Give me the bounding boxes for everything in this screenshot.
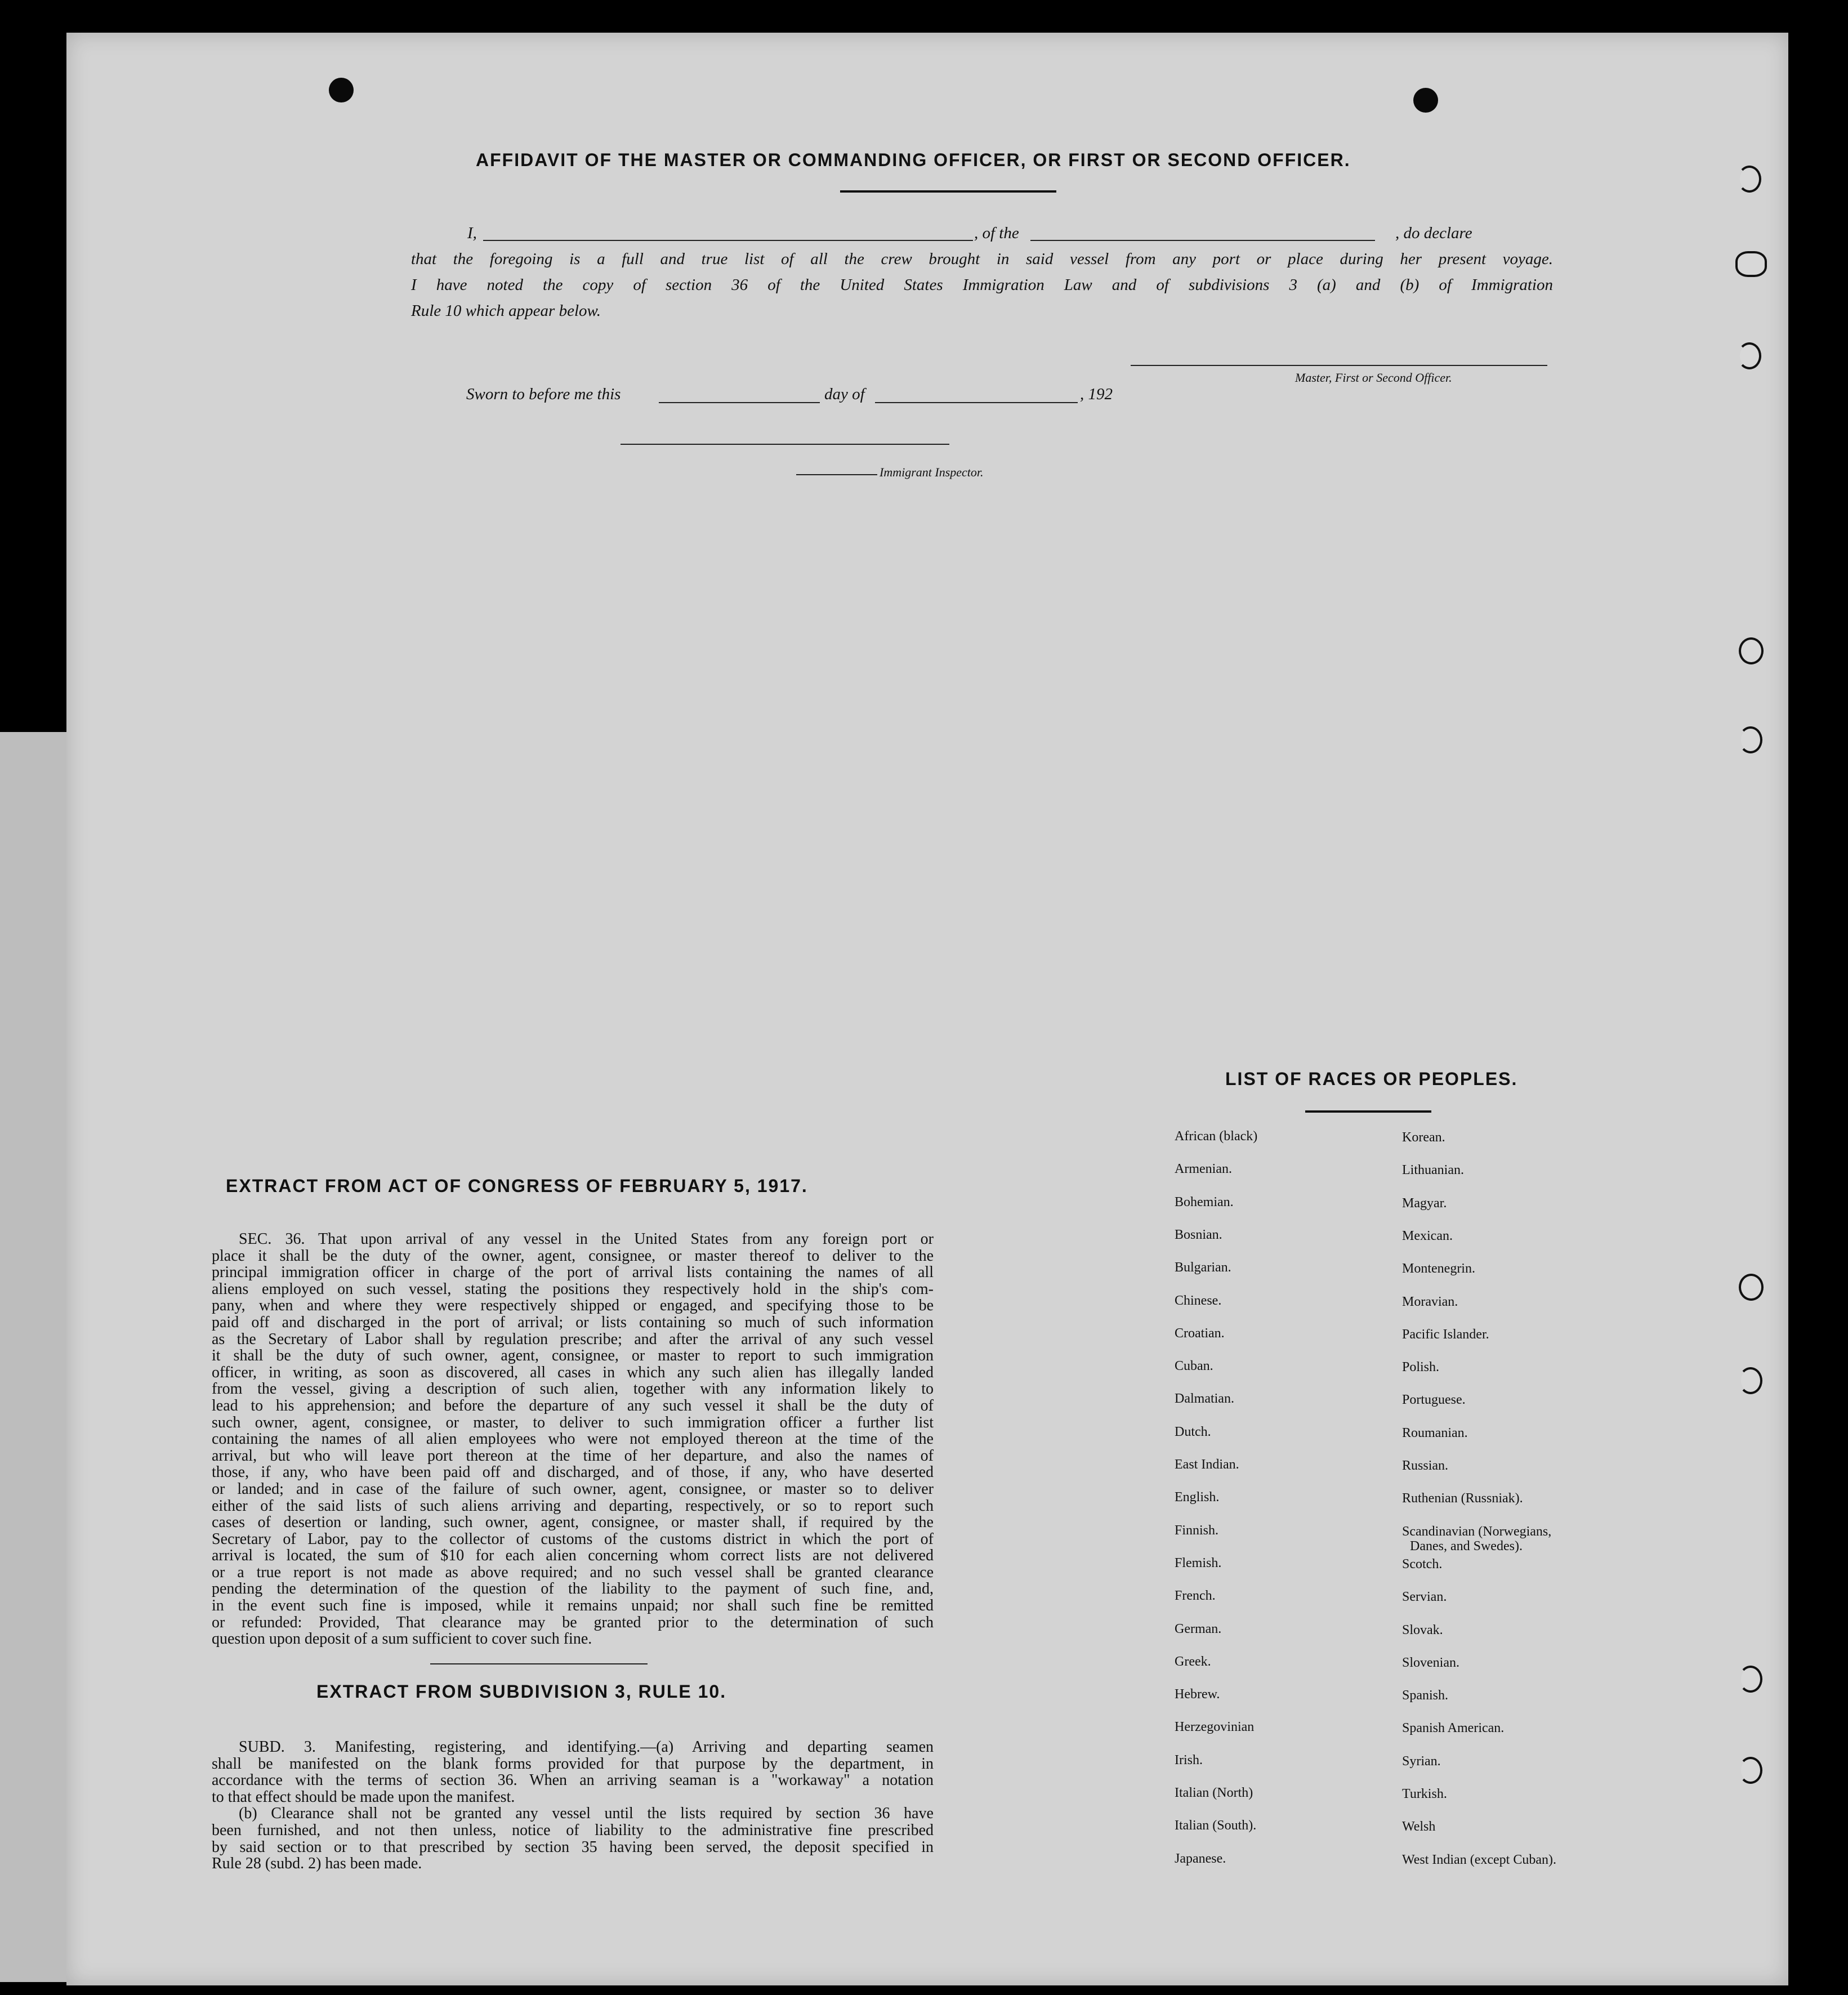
act-line: it shall be the duty of such owner, agent, consignee, or master to report to such immigration bbox=[212, 1347, 934, 1365]
binder-hole bbox=[1739, 1666, 1762, 1693]
act-line: paid off and discharged in the port of arrival; or lists containing so much of such information bbox=[212, 1313, 934, 1331]
declarant-name-blank bbox=[483, 240, 973, 241]
form-page bbox=[66, 33, 1788, 1985]
race-item: Armenian. bbox=[1175, 1162, 1232, 1176]
vessel-name-blank bbox=[1030, 240, 1375, 241]
declaration-line-4: Rule 10 which appear below. bbox=[411, 302, 601, 320]
binder-hole bbox=[1738, 342, 1761, 369]
sworn-label: Sworn to before me this bbox=[466, 385, 621, 403]
declaration-line-3: I have noted the copy of section 36 of the United States Immigration Law and of subdivisions 3 (a) and (b) of Immigration bbox=[411, 276, 1553, 294]
binder-hole bbox=[1738, 166, 1761, 193]
race-item: Slovak. bbox=[1402, 1623, 1443, 1637]
race-item: German. bbox=[1175, 1622, 1222, 1636]
sworn-month-blank bbox=[875, 402, 1078, 403]
race-item: Scotch. bbox=[1402, 1557, 1443, 1572]
act-line: containing the names of all alien employees who were not employed thereon at the time of the bbox=[212, 1430, 934, 1448]
rule-line: Rule 28 (subd. 2) has been made. bbox=[212, 1855, 422, 1873]
race-item: Slovenian. bbox=[1402, 1655, 1459, 1670]
race-item: Ruthenian (Russniak). bbox=[1402, 1491, 1523, 1506]
year-label: , 192 bbox=[1080, 385, 1113, 403]
binder-hole bbox=[1739, 1757, 1762, 1784]
race-item: West Indian (except Cuban). bbox=[1402, 1853, 1556, 1867]
race-item: African (black) bbox=[1175, 1129, 1258, 1144]
race-item: Mexican. bbox=[1402, 1229, 1453, 1243]
race-item: Hebrew. bbox=[1175, 1687, 1220, 1702]
act-line: Secretary of Labor, pay to the collector of customs of the customs district in which the port of bbox=[212, 1530, 934, 1548]
rule-line: been furnished, and not then unless, notice of liability to the administrative fine prescribed bbox=[212, 1821, 934, 1839]
races-title-underline bbox=[1305, 1110, 1431, 1113]
binder-hole bbox=[1739, 726, 1762, 753]
race-item: English. bbox=[1175, 1490, 1220, 1505]
rule-line: by said section or to that prescribed by section 35 having been served, the deposit specified in bbox=[212, 1838, 934, 1856]
inspector-short-line bbox=[796, 474, 877, 475]
affidavit-title: AFFIDAVIT OF THE MASTER OR COMMANDING OFFICER, OR FIRST OR SECOND OFFICER. bbox=[476, 150, 1351, 170]
act-line: principal immigration officer in charge of the port of arrival lists containing the names of all bbox=[212, 1264, 934, 1282]
act-line: lead to his apprehension; and before the departure of any such vessel it shall be the duty of bbox=[212, 1396, 934, 1414]
act-line: pending the determination of the question of the liability to the payment of such fine, and, bbox=[212, 1580, 934, 1598]
race-item: Turkish. bbox=[1402, 1787, 1447, 1801]
act-line: officer, in writing, as soon as discovered, all cases in which any such alien has illegally landed bbox=[212, 1363, 934, 1381]
act-line: aliens employed on such vessel, stating the positions they respectively hold in the ship's com- bbox=[212, 1280, 934, 1298]
rule-line: to that effect should be made upon the manifest. bbox=[212, 1788, 515, 1806]
section-divider bbox=[430, 1663, 648, 1664]
race-item: Montenegrin. bbox=[1402, 1261, 1475, 1276]
officer-signature-line bbox=[1131, 365, 1547, 366]
act-line: those, if any, who have been paid off and discharged, and of those, if any, who have deserted bbox=[212, 1463, 934, 1481]
act-line: or landed; and in case of the failure of such owner, agent, consignee, or master so to deliver bbox=[212, 1480, 934, 1498]
race-item: Portuguese. bbox=[1402, 1393, 1466, 1407]
race-item: Russian. bbox=[1402, 1458, 1449, 1473]
inspector-signature-line bbox=[621, 444, 949, 445]
binder-hole bbox=[1739, 1274, 1764, 1301]
declare-label: , do declare bbox=[1395, 224, 1472, 242]
act-line: in the event such fine is imposed, while it remains unpaid; nor shall such fine be remitted bbox=[212, 1597, 934, 1615]
officer-signature-caption: Master, First or Second Officer. bbox=[1295, 371, 1452, 385]
race-item: Japanese. bbox=[1175, 1851, 1226, 1866]
race-item: Lithuanian. bbox=[1402, 1163, 1464, 1177]
rule-line: shall be manifested on the blank forms provided for that purpose by the department, in bbox=[212, 1755, 934, 1773]
race-item: Roumanian. bbox=[1402, 1426, 1468, 1440]
act-line: arrival is located, the sum of $10 for each alien concerning whom correct lists are not delivered bbox=[212, 1547, 934, 1565]
race-item: Korean. bbox=[1402, 1130, 1445, 1145]
race-item: French. bbox=[1175, 1588, 1216, 1603]
vessel-label: , of the bbox=[974, 224, 1019, 242]
race-item: Bosnian. bbox=[1175, 1228, 1222, 1242]
act-line: from the vessel, giving a description of such alien, together with any information likely to bbox=[212, 1380, 934, 1398]
race-item: Croatian. bbox=[1175, 1326, 1225, 1341]
day-of-label: day of bbox=[824, 385, 865, 403]
act-line: cases of desertion or landing, such owner, agent, consignee, or master shall, if required by the bbox=[212, 1514, 934, 1532]
act-line: either of the said lists of such aliens arriving and departing, respectively, or so to report such bbox=[212, 1497, 934, 1515]
inspector-caption: Immigrant Inspector. bbox=[880, 465, 984, 479]
race-item: Scandinavian (Norwegians, bbox=[1402, 1524, 1552, 1539]
race-item: Moravian. bbox=[1402, 1295, 1458, 1309]
race-item: Bohemian. bbox=[1175, 1195, 1234, 1210]
race-item: Servian. bbox=[1402, 1590, 1447, 1604]
races-title: LIST OF RACES OR PEOPLES. bbox=[1225, 1069, 1518, 1089]
race-item: Flemish. bbox=[1175, 1556, 1222, 1570]
race-item: Syrian. bbox=[1402, 1754, 1441, 1769]
act-line: or refunded: Provided, That clearance may be granted prior to the determination of such bbox=[212, 1613, 934, 1631]
title-underline bbox=[840, 190, 1056, 193]
rule-line: SUBD. 3. Manifesting, registering, and identifying.—(a) Arriving and departing seamen bbox=[239, 1738, 934, 1756]
race-item: Magyar. bbox=[1402, 1196, 1447, 1211]
race-item: Dalmatian. bbox=[1175, 1391, 1234, 1406]
race-item: Irish. bbox=[1175, 1753, 1203, 1768]
race-item: Cuban. bbox=[1175, 1359, 1213, 1373]
act-extract-text bbox=[212, 1231, 934, 1648]
act-line: question upon deposit of a sum sufficient to cover such fine. bbox=[212, 1630, 592, 1648]
binder-hole bbox=[1739, 1367, 1762, 1394]
act-line: pany, when and where they were respectively shipped or engaged, and specifying those to be bbox=[212, 1297, 934, 1315]
punch-hole bbox=[1413, 88, 1438, 113]
act-line: place it shall be the duty of the owner, agent, consignee, or master thereof to deliver to the bbox=[212, 1247, 934, 1265]
sworn-day-blank bbox=[659, 402, 820, 403]
race-item: Bulgarian. bbox=[1175, 1260, 1231, 1275]
race-item: Italian (North) bbox=[1175, 1786, 1253, 1800]
rule-line: (b) Clearance shall not be granted any vessel until the lists required by section 36 have bbox=[239, 1805, 934, 1823]
race-item: Spanish. bbox=[1402, 1688, 1449, 1703]
rule-extract-text bbox=[212, 1739, 934, 1872]
act-line: as the Secretary of Labor shall by regulation prescribe; and after the arrival of any such vessel bbox=[212, 1330, 934, 1348]
act-extract-title: EXTRACT FROM ACT OF CONGRESS OF FEBRUARY 5, 1917. bbox=[226, 1176, 808, 1196]
race-item: Herzegovinian bbox=[1175, 1720, 1255, 1734]
race-item: Spanish American. bbox=[1402, 1721, 1505, 1735]
act-line: such owner, agent, consignee, or master, to deliver to such immigration officer a further list bbox=[212, 1413, 934, 1431]
race-item: Italian (South). bbox=[1175, 1818, 1257, 1833]
race-item: Greek. bbox=[1175, 1654, 1211, 1669]
declarant-label: I, bbox=[467, 224, 477, 242]
act-line: or a true report is not made as above required; and no such vessel shall be granted clearance bbox=[212, 1563, 934, 1581]
rule-line: accordance with the terms of section 36. When an arriving seaman is a "workaway" a notation bbox=[212, 1771, 934, 1789]
race-item: Pacific Islander. bbox=[1402, 1327, 1489, 1342]
race-item: Finnish. bbox=[1175, 1523, 1219, 1538]
race-item: Dutch. bbox=[1175, 1425, 1211, 1439]
binder-hole bbox=[1739, 637, 1764, 664]
declaration-line-2: that the foregoing is a full and true list of all the crew brought in said vessel from any port or place during her present voyage. bbox=[411, 250, 1553, 268]
race-item: Danes, and Swedes). bbox=[1410, 1539, 1523, 1554]
rule-extract-title: EXTRACT FROM SUBDIVISION 3, RULE 10. bbox=[316, 1681, 727, 1702]
binder-hole bbox=[1735, 251, 1767, 277]
act-line: SEC. 36. That upon arrival of any vessel in the United States from any foreign port or bbox=[239, 1230, 934, 1248]
race-item: Chinese. bbox=[1175, 1293, 1222, 1308]
punch-hole bbox=[329, 78, 354, 102]
act-line: arrival, but who will leave port thereon at the time of her departure, and also the names of bbox=[212, 1447, 934, 1465]
race-item: Polish. bbox=[1402, 1360, 1440, 1374]
underlying-page-edge bbox=[0, 732, 70, 1982]
race-item: Welsh bbox=[1402, 1819, 1436, 1834]
race-item: East Indian. bbox=[1175, 1457, 1239, 1472]
